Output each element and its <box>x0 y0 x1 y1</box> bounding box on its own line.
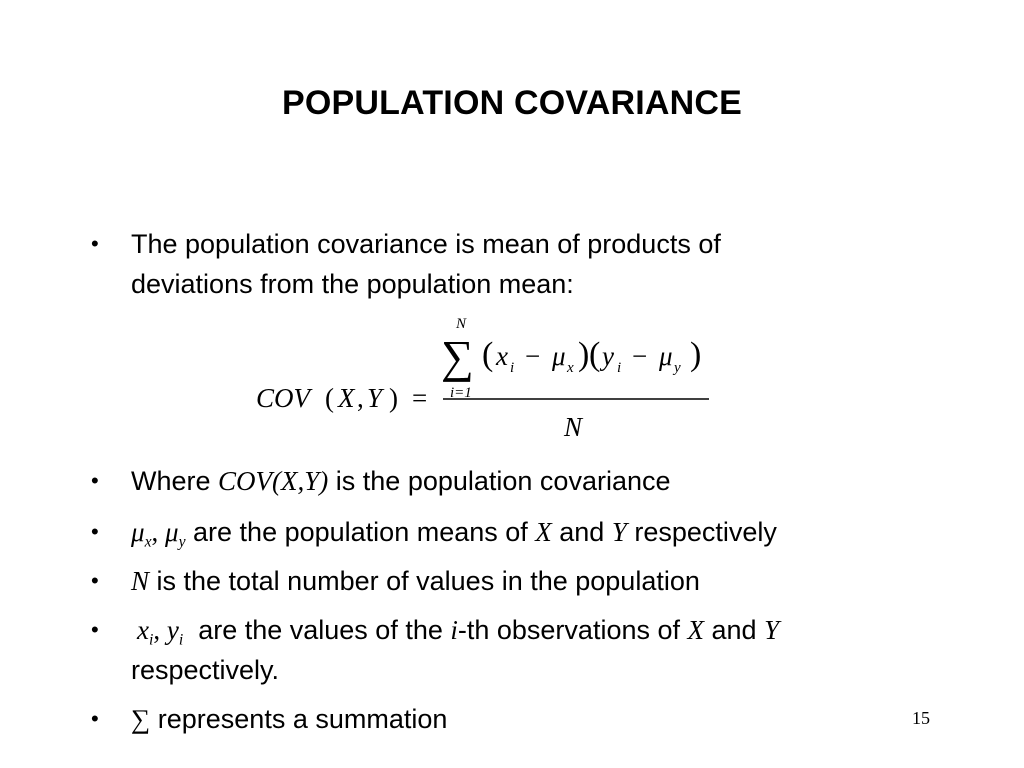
bullet-item-where <box>91 461 971 501</box>
bullet-item-means <box>91 512 971 552</box>
values-x-symbol: x <box>137 615 149 645</box>
numerator-open-paren-1: ( <box>482 336 494 373</box>
count-text: is the total number of values in the population <box>149 566 700 596</box>
bullet-item-summation <box>91 699 971 739</box>
means-var-y: Y <box>611 517 627 547</box>
sum-lower-limit: i=1 <box>450 385 472 401</box>
sum-upper-limit: N <box>456 316 467 332</box>
sigma-icon: ∑ <box>131 704 151 734</box>
means-text-2: and <box>551 517 612 547</box>
formula-lhs-comma: , <box>357 383 364 413</box>
numerator-mu-y: μ <box>659 341 673 371</box>
values-text-2: -th observations of <box>457 615 688 645</box>
bullet-dot: • <box>91 519 99 544</box>
formula-lhs-y: Y <box>367 383 383 413</box>
slide-title: POPULATION COVARIANCE <box>281 84 743 122</box>
numerator-y: y <box>602 341 614 371</box>
page-number: 15 <box>912 708 930 728</box>
numerator-x: x <box>496 341 508 371</box>
summation-icon: ∑ <box>441 331 474 382</box>
mu-y-subscript: y <box>178 533 186 551</box>
bullet-dot: • <box>91 706 99 731</box>
values-y-symbol: y <box>166 615 179 645</box>
bullet-item-values <box>91 610 971 690</box>
formula-lhs-open-paren: ( <box>325 383 334 413</box>
values-var-y: Y <box>764 615 780 645</box>
covariance-formula <box>250 310 720 450</box>
bullet-where-pre: Where <box>131 466 219 496</box>
values-text-3: and <box>704 615 765 645</box>
summation-text: represents a summation <box>150 704 448 734</box>
formula-lhs-x: X <box>338 383 355 413</box>
numerator-close-paren-1: ) <box>578 336 590 373</box>
numerator-mu-sub-x: x <box>567 360 574 376</box>
numerator-mu-x: μ <box>552 341 566 371</box>
denominator-n: N <box>564 412 583 442</box>
values-comma: , <box>153 615 167 645</box>
mu-x-subscript: x <box>144 533 152 551</box>
means-comma: , <box>151 517 166 547</box>
bullet-item-definition <box>91 224 971 304</box>
bullet-dot: • <box>91 231 99 256</box>
values-y-subscript: i <box>178 631 184 649</box>
values-x-subscript: i <box>148 631 154 649</box>
means-text-1: are the population means of <box>185 517 536 547</box>
numerator-x-sub-i: i <box>510 360 515 376</box>
numerator-open-paren-2: ( <box>589 336 601 373</box>
formula-lhs-close-paren: ) <box>389 383 398 413</box>
bullet-where-math: COV(X,Y) <box>218 466 329 496</box>
numerator-close-paren-2: ) <box>690 336 702 373</box>
numerator-y-sub-i: i <box>617 360 622 376</box>
values-var-x: X <box>687 615 704 645</box>
values-var-i: i <box>450 615 458 645</box>
numerator-minus-1: − <box>525 341 541 371</box>
mu-x-symbol: μ <box>131 517 145 547</box>
means-var-x: X <box>535 517 552 547</box>
mu-y-symbol: μ <box>165 517 179 547</box>
formula-equals: = <box>412 383 428 413</box>
bullet-definition-line2: deviations from the population mean: <box>131 269 574 299</box>
values-text-1: are the values of the <box>183 615 451 645</box>
bullet-dot: • <box>91 617 99 642</box>
bullet-dot: • <box>91 468 99 493</box>
bullet-dot: • <box>91 568 99 593</box>
numerator-mu-sub-y: y <box>674 360 681 376</box>
numerator-minus-2: − <box>632 341 648 371</box>
count-var-n: N <box>131 566 150 596</box>
values-line2: respectively. <box>131 655 280 685</box>
means-text-3: respectively <box>626 517 777 547</box>
bullet-definition-line1: The population covariance is mean of products of <box>131 229 721 259</box>
formula-cov-label: COV <box>256 383 310 413</box>
bullet-where-post: is the population covariance <box>328 466 671 496</box>
bullet-item-count <box>91 561 971 601</box>
